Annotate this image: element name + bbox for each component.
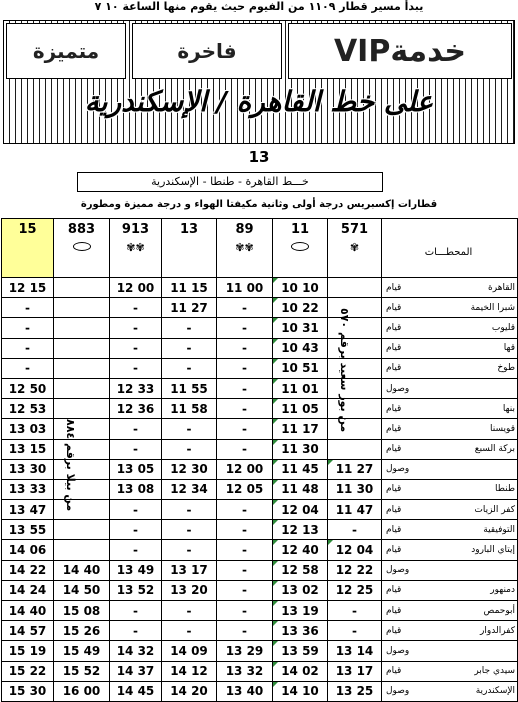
table-row — [1, 641, 518, 661]
time-cell: 10 22 — [272, 298, 327, 317]
time-cell: - — [216, 399, 272, 418]
time-cell: - — [327, 601, 381, 620]
train-number-header — [161, 219, 216, 277]
header-row — [1, 218, 518, 278]
time-cell: 13 08 — [109, 480, 161, 499]
time-cell: - — [1, 318, 53, 337]
route-title: على خط القاهرة / الإسكندرية — [84, 85, 434, 118]
time-cell: - — [1, 298, 53, 317]
arrival-departure-label: قيام — [386, 484, 402, 495]
time-cell: 13 49 — [109, 561, 161, 580]
arrival-departure-label: وصول — [386, 686, 410, 697]
time-cell: - — [216, 561, 272, 580]
station-name: سيدي جابر — [474, 666, 515, 677]
arrival-departure-label: قيام — [386, 302, 402, 313]
time-cell: 12 04 — [272, 500, 327, 519]
station-cell — [381, 540, 518, 559]
time-cell: 12 34 — [161, 480, 216, 499]
time-cell: - — [109, 318, 161, 337]
time-cell: 12 00 — [109, 278, 161, 297]
arrival-departure-label: قيام — [386, 282, 402, 293]
time-cell: - — [161, 318, 216, 337]
time-cell — [327, 298, 381, 317]
table-row — [1, 298, 518, 318]
time-cell: 13 30 — [1, 460, 53, 479]
time-cell: 12 40 — [272, 540, 327, 559]
train-number-header — [53, 219, 109, 277]
time-cell: - — [109, 339, 161, 358]
time-cell: 13 14 — [327, 641, 381, 660]
time-cell: 10 31 — [272, 318, 327, 337]
time-cell: 12 50 — [1, 379, 53, 398]
time-cell: 12 30 — [161, 460, 216, 479]
time-cell: - — [161, 500, 216, 519]
table-row — [1, 399, 518, 419]
time-cell: 12 33 — [109, 379, 161, 398]
time-cell: - — [109, 298, 161, 317]
time-cell: - — [216, 500, 272, 519]
time-cell: - — [109, 621, 161, 640]
arrival-departure-label: وصول — [386, 383, 410, 394]
time-cell: 14 57 — [1, 621, 53, 640]
time-cell: 11 17 — [272, 419, 327, 438]
class-distinguished-label: متميزة — [6, 23, 126, 79]
time-cell: 13 15 — [1, 440, 53, 459]
time-cell: - — [161, 440, 216, 459]
table-row — [1, 359, 518, 379]
time-cell — [53, 540, 109, 559]
station-cell — [381, 682, 518, 701]
stations-header: المحطـــات — [381, 219, 518, 277]
train-number: 89 — [235, 222, 254, 237]
time-cell: - — [161, 621, 216, 640]
time-cell: - — [216, 540, 272, 559]
time-cell: 12 05 — [216, 480, 272, 499]
time-cell: - — [109, 359, 161, 378]
station-cell — [381, 359, 518, 378]
time-cell — [327, 419, 381, 438]
time-cell: 12 53 — [1, 399, 53, 418]
table-row — [1, 540, 518, 560]
station-name: قها — [503, 343, 515, 354]
time-cell: 12 15 — [1, 278, 53, 297]
time-cell: 13 36 — [272, 621, 327, 640]
table-row — [1, 480, 518, 500]
time-cell: 14 50 — [53, 581, 109, 600]
time-cell: 10 43 — [272, 339, 327, 358]
time-cell: - — [161, 359, 216, 378]
time-cell — [327, 278, 381, 297]
arrival-departure-label: وصول — [386, 565, 410, 576]
time-cell: 14 22 — [1, 561, 53, 580]
time-cell: 11 15 — [161, 278, 216, 297]
time-cell: 13 17 — [161, 561, 216, 580]
station-name: طنطا — [494, 484, 515, 495]
time-cell: 11 47 — [327, 500, 381, 519]
station-name: طوخ — [497, 363, 515, 374]
station-cell — [381, 339, 518, 358]
time-cell: 11 05 — [272, 399, 327, 418]
table-number: 13 — [248, 148, 270, 166]
train-number: 913 — [121, 222, 150, 237]
time-cell: 12 36 — [109, 399, 161, 418]
station-cell — [381, 520, 518, 539]
arrival-departure-label: قيام — [386, 444, 402, 455]
time-cell: - — [216, 339, 272, 358]
train-883-origin-note: من بيلا برقم ٨٨٤ — [64, 418, 77, 512]
time-cell: 11 30 — [272, 440, 327, 459]
time-cell: 13 55 — [1, 520, 53, 539]
time-cell — [53, 419, 109, 438]
time-cell: - — [327, 520, 381, 539]
time-cell: - — [161, 520, 216, 539]
time-cell — [53, 379, 109, 398]
time-cell: - — [161, 419, 216, 438]
arrival-departure-label: قيام — [386, 666, 402, 677]
arrival-departure-label: قيام — [386, 423, 402, 434]
table-row — [1, 520, 518, 540]
time-cell: 10 51 — [272, 359, 327, 378]
time-cell: 14 20 — [161, 682, 216, 701]
time-cell: 11 27 — [327, 460, 381, 479]
station-cell — [381, 561, 518, 580]
time-cell: 11 48 — [272, 480, 327, 499]
time-cell: 11 27 — [161, 298, 216, 317]
table-row — [1, 460, 518, 480]
time-cell — [53, 278, 109, 297]
arrival-departure-label: قيام — [386, 363, 402, 374]
time-cell — [327, 339, 381, 358]
station-name: القاهرة — [488, 282, 515, 293]
station-cell — [381, 298, 518, 317]
station-cell — [381, 641, 518, 660]
table-row — [1, 278, 518, 298]
train-number-header — [327, 219, 381, 277]
fan-icon: ✾✾ — [235, 241, 254, 254]
time-cell — [53, 500, 109, 519]
time-cell: - — [1, 339, 53, 358]
time-cell — [53, 359, 109, 378]
time-cell: 13 47 — [1, 500, 53, 519]
time-cell: 14 24 — [1, 581, 53, 600]
time-cell: 12 58 — [272, 561, 327, 580]
station-name: قويسنا — [490, 423, 515, 434]
time-cell: 13 59 — [272, 641, 327, 660]
time-cell: - — [216, 379, 272, 398]
station-name: كفرالدوار — [480, 625, 515, 636]
time-cell: 14 40 — [1, 601, 53, 620]
time-cell: - — [109, 601, 161, 620]
arrival-departure-label: وصول — [386, 464, 410, 475]
time-cell: - — [161, 601, 216, 620]
train-number: 883 — [67, 222, 96, 237]
table-row — [1, 379, 518, 399]
time-cell: 15 52 — [53, 662, 109, 681]
time-cell: 11 01 — [272, 379, 327, 398]
time-cell: - — [216, 298, 272, 317]
time-cell — [53, 339, 109, 358]
train-number-header — [1, 219, 53, 277]
time-cell: 15 22 — [1, 662, 53, 681]
station-cell — [381, 621, 518, 640]
arrival-departure-label: وصول — [386, 645, 410, 656]
station-cell — [381, 480, 518, 499]
time-cell — [53, 399, 109, 418]
time-cell — [53, 298, 109, 317]
time-cell: 11 30 — [327, 480, 381, 499]
time-cell: 14 06 — [1, 540, 53, 559]
arrival-departure-label: قيام — [386, 403, 402, 414]
time-cell — [53, 318, 109, 337]
time-cell: - — [161, 339, 216, 358]
station-cell — [381, 581, 518, 600]
station-name: كفر الزيات — [474, 504, 515, 515]
time-cell: 13 32 — [216, 662, 272, 681]
station-cell — [381, 662, 518, 681]
time-cell — [53, 440, 109, 459]
time-cell: - — [109, 419, 161, 438]
station-cell — [381, 318, 518, 337]
time-cell — [53, 460, 109, 479]
time-cell: - — [216, 318, 272, 337]
station-name: بنها — [502, 403, 515, 414]
time-cell: 14 02 — [272, 662, 327, 681]
station-name: إيتاي البارود — [471, 545, 515, 556]
time-cell — [53, 480, 109, 499]
time-cell — [327, 379, 381, 398]
station-cell — [381, 399, 518, 418]
time-cell: 14 45 — [109, 682, 161, 701]
time-cell: 14 09 — [161, 641, 216, 660]
time-cell: - — [216, 359, 272, 378]
time-cell: 13 29 — [216, 641, 272, 660]
table-row — [1, 500, 518, 520]
station-name: شبرا الخيمة — [470, 302, 515, 313]
time-cell: - — [216, 419, 272, 438]
station-cell — [381, 379, 518, 398]
time-cell: - — [109, 440, 161, 459]
train-number-header — [216, 219, 272, 277]
time-cell — [327, 440, 381, 459]
time-cell: 13 17 — [327, 662, 381, 681]
time-cell: - — [216, 581, 272, 600]
table-row — [1, 662, 518, 682]
arrival-departure-label: قيام — [386, 343, 402, 354]
line-label: خـــط القاهرة - طنطا - الإسكندرية — [77, 172, 383, 192]
table-row — [1, 318, 518, 338]
fan-icon: ✾✾ — [126, 241, 145, 254]
oval-icon — [73, 242, 91, 251]
time-cell: 16 00 — [53, 682, 109, 701]
time-cell: - — [216, 520, 272, 539]
time-cell: 13 05 — [109, 460, 161, 479]
table-row — [1, 419, 518, 439]
time-cell: 11 58 — [161, 399, 216, 418]
time-cell: 14 10 — [272, 682, 327, 701]
station-cell — [381, 440, 518, 459]
arrival-departure-label: قيام — [386, 625, 402, 636]
time-cell: 13 25 — [327, 682, 381, 701]
arrival-departure-label: قيام — [386, 504, 402, 515]
train-number: 15 — [18, 222, 37, 237]
station-cell — [381, 419, 518, 438]
station-name: دمنهور — [490, 585, 515, 596]
train-number: 571 — [340, 222, 369, 237]
train-number: 13 — [179, 222, 199, 237]
time-cell: 15 08 — [53, 601, 109, 620]
time-cell: 15 30 — [1, 682, 53, 701]
time-cell: - — [161, 540, 216, 559]
time-cell: 14 32 — [109, 641, 161, 660]
time-cell: 14 37 — [109, 662, 161, 681]
arrival-departure-label: قيام — [386, 524, 402, 535]
arrival-departure-label: قيام — [386, 322, 402, 333]
table-row — [1, 440, 518, 460]
time-cell: 12 25 — [327, 581, 381, 600]
time-cell: 14 40 — [53, 561, 109, 580]
train-571-origin-note: من بور سعيد برقم ٥٧٠ — [338, 307, 351, 433]
time-cell: 12 13 — [272, 520, 327, 539]
station-cell — [381, 500, 518, 519]
time-cell: 13 19 — [272, 601, 327, 620]
time-cell: 11 55 — [161, 379, 216, 398]
time-cell: 13 03 — [1, 419, 53, 438]
time-cell: - — [216, 440, 272, 459]
time-cell: 15 26 — [53, 621, 109, 640]
time-cell: 13 40 — [216, 682, 272, 701]
table-row — [1, 601, 518, 621]
table-row — [1, 682, 518, 702]
train-number-header — [109, 219, 161, 277]
timetable — [1, 218, 518, 702]
trains-description: قطارات إكسبريس درجة أولى وثانية مكيفتا الهواء و درجة مميزة ومطورة — [80, 199, 438, 210]
arrival-departure-label: قيام — [386, 605, 402, 616]
time-cell: 12 04 — [327, 540, 381, 559]
train-number-header — [272, 219, 327, 277]
table-row — [1, 561, 518, 581]
time-cell: 11 00 — [216, 278, 272, 297]
time-cell — [327, 359, 381, 378]
time-cell — [53, 520, 109, 539]
time-cell: 10 10 — [272, 278, 327, 297]
arrival-departure-label: قيام — [386, 585, 402, 596]
station-cell — [381, 601, 518, 620]
schedule-note: يبدأ مسير قطار ١١٠٩ من الفيوم حيث يقوم منها الساعة ١٠ ٧ — [94, 0, 424, 13]
time-cell: - — [327, 621, 381, 640]
time-cell: - — [109, 540, 161, 559]
time-cell: - — [1, 359, 53, 378]
class-vip-label: خدمةVIP — [288, 23, 512, 79]
station-cell — [381, 278, 518, 297]
time-cell: 13 33 — [1, 480, 53, 499]
fan-icon: ✾ — [349, 241, 360, 254]
time-cell: - — [216, 601, 272, 620]
arrival-departure-label: قيام — [386, 545, 402, 556]
train-number: 11 — [290, 222, 310, 237]
time-cell: 15 19 — [1, 641, 53, 660]
station-cell — [381, 460, 518, 479]
time-cell: 13 02 — [272, 581, 327, 600]
station-name: أبوحمص — [483, 605, 515, 616]
time-cell — [327, 399, 381, 418]
service-banner — [3, 20, 515, 144]
station-name: الإسكندرية — [475, 686, 515, 697]
table-row — [1, 339, 518, 359]
time-cell: 11 45 — [272, 460, 327, 479]
table-row — [1, 581, 518, 601]
table-row — [1, 621, 518, 641]
station-name: التوفيقية — [483, 524, 515, 535]
time-cell: - — [109, 500, 161, 519]
station-name: بركة السبع — [474, 444, 515, 455]
class-luxury-label: فاخرة — [132, 23, 282, 79]
time-cell: - — [109, 520, 161, 539]
time-cell: 13 52 — [109, 581, 161, 600]
time-cell: 14 12 — [161, 662, 216, 681]
time-cell: 13 20 — [161, 581, 216, 600]
time-cell: - — [216, 621, 272, 640]
time-cell: 12 22 — [327, 561, 381, 580]
time-cell: 12 00 — [216, 460, 272, 479]
time-cell — [327, 318, 381, 337]
time-cell: 15 49 — [53, 641, 109, 660]
station-name: قليوب — [491, 322, 515, 333]
oval-icon — [291, 242, 309, 251]
